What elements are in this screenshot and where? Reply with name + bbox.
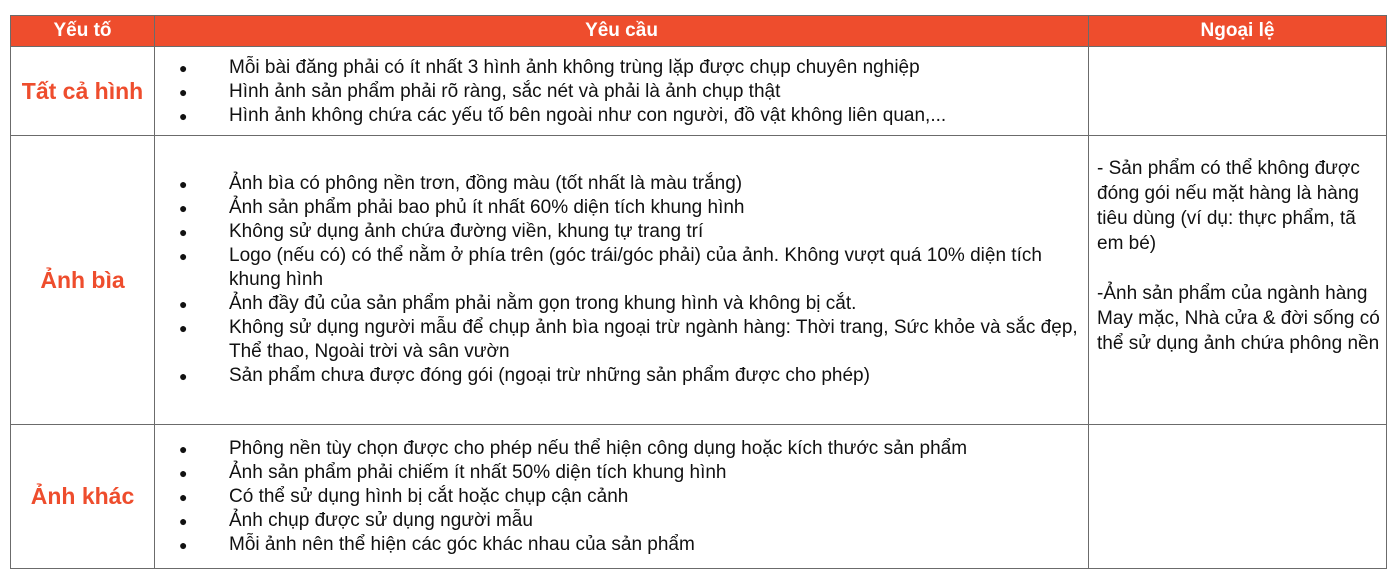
exceptions-cell <box>1089 425 1387 569</box>
requirements-cell <box>155 47 1089 136</box>
table-row <box>11 425 1387 569</box>
factor-cell: Tất cả hình <box>11 47 155 136</box>
table-row <box>11 47 1387 136</box>
header-factor: Yếu tố <box>11 16 155 47</box>
requirements-list <box>155 172 1088 388</box>
header-requirements: Yêu cầu <box>155 16 1089 47</box>
list-item: ● Ảnh chụp được sử dụng người mẫu <box>229 509 1088 533</box>
list-item: ● Sản phẩm chưa được đóng gói (ngoại trừ những sản phẩm được cho phép) <box>229 364 1088 388</box>
list-item: ● Mỗi bài đăng phải có ít nhất 3 hình ảnh không trùng lặp được chụp chuyên nghiệp <box>229 56 1088 80</box>
factor-cell: Ảnh bìa <box>11 136 155 425</box>
exception-text: - Sản phẩm có thể không được đóng gói nếu mặt hàng là hàng tiêu dùng (ví dụ: thực phẩm, tã em bé) <box>1097 158 1360 254</box>
header-exceptions: Ngoại lệ <box>1089 16 1387 47</box>
exceptions-cell <box>1089 47 1387 136</box>
list-item: ● Logo (nếu có) có thể nằm ở phía trên (góc trái/góc phải) của ảnh. Không vượt quá 10% diện tích khung hình <box>229 244 1088 292</box>
factor-cell: Ảnh khác <box>11 425 155 569</box>
exceptions-cell <box>1089 136 1387 425</box>
list-item: ● Hình ảnh không chứa các yếu tố bên ngoài như con người, đồ vật không liên quan,... <box>229 104 1088 128</box>
requirements-list <box>155 437 1088 557</box>
exception-text: -Ảnh sản phẩm của ngành hàng May mặc, Nhà cửa & đời sống có thể sử dụng ảnh chứa phông nền <box>1097 283 1380 354</box>
list-item: ● Ảnh sản phẩm phải chiếm ít nhất 50% diện tích khung hình <box>229 461 1088 485</box>
list-item: ● Không sử dụng người mẫu để chụp ảnh bìa ngoại trừ ngành hàng: Thời trang, Sức khỏe và sắc đẹp, Thể thao, Ngoài trời và sân vườn <box>229 316 1088 364</box>
image-requirements-table <box>10 15 1387 569</box>
requirements-cell <box>155 136 1089 425</box>
header-row <box>11 16 1387 47</box>
table-row <box>11 136 1387 425</box>
list-item: ● Phông nền tùy chọn được cho phép nếu thể hiện công dụng hoặc kích thước sản phẩm <box>229 437 1088 461</box>
requirements-list <box>155 54 1088 128</box>
list-item: ● Không sử dụng ảnh chứa đường viền, khung tự trang trí <box>229 220 1088 244</box>
requirements-cell <box>155 425 1089 569</box>
list-item: ● Có thể sử dụng hình bị cắt hoặc chụp cận cảnh <box>229 485 1088 509</box>
list-item: ● Ảnh đầy đủ của sản phẩm phải nằm gọn trong khung hình và không bị cắt. <box>229 292 1088 316</box>
list-item: ● Ảnh sản phẩm phải bao phủ ít nhất 60% diện tích khung hình <box>229 196 1088 220</box>
list-item: ● Mỗi ảnh nên thể hiện các góc khác nhau của sản phẩm <box>229 533 1088 557</box>
list-item: ● Ảnh bìa có phông nền trơn, đồng màu (tốt nhất là màu trắng) <box>229 172 1088 196</box>
list-item: ● Hình ảnh sản phẩm phải rõ ràng, sắc nét và phải là ảnh chụp thật <box>229 80 1088 104</box>
